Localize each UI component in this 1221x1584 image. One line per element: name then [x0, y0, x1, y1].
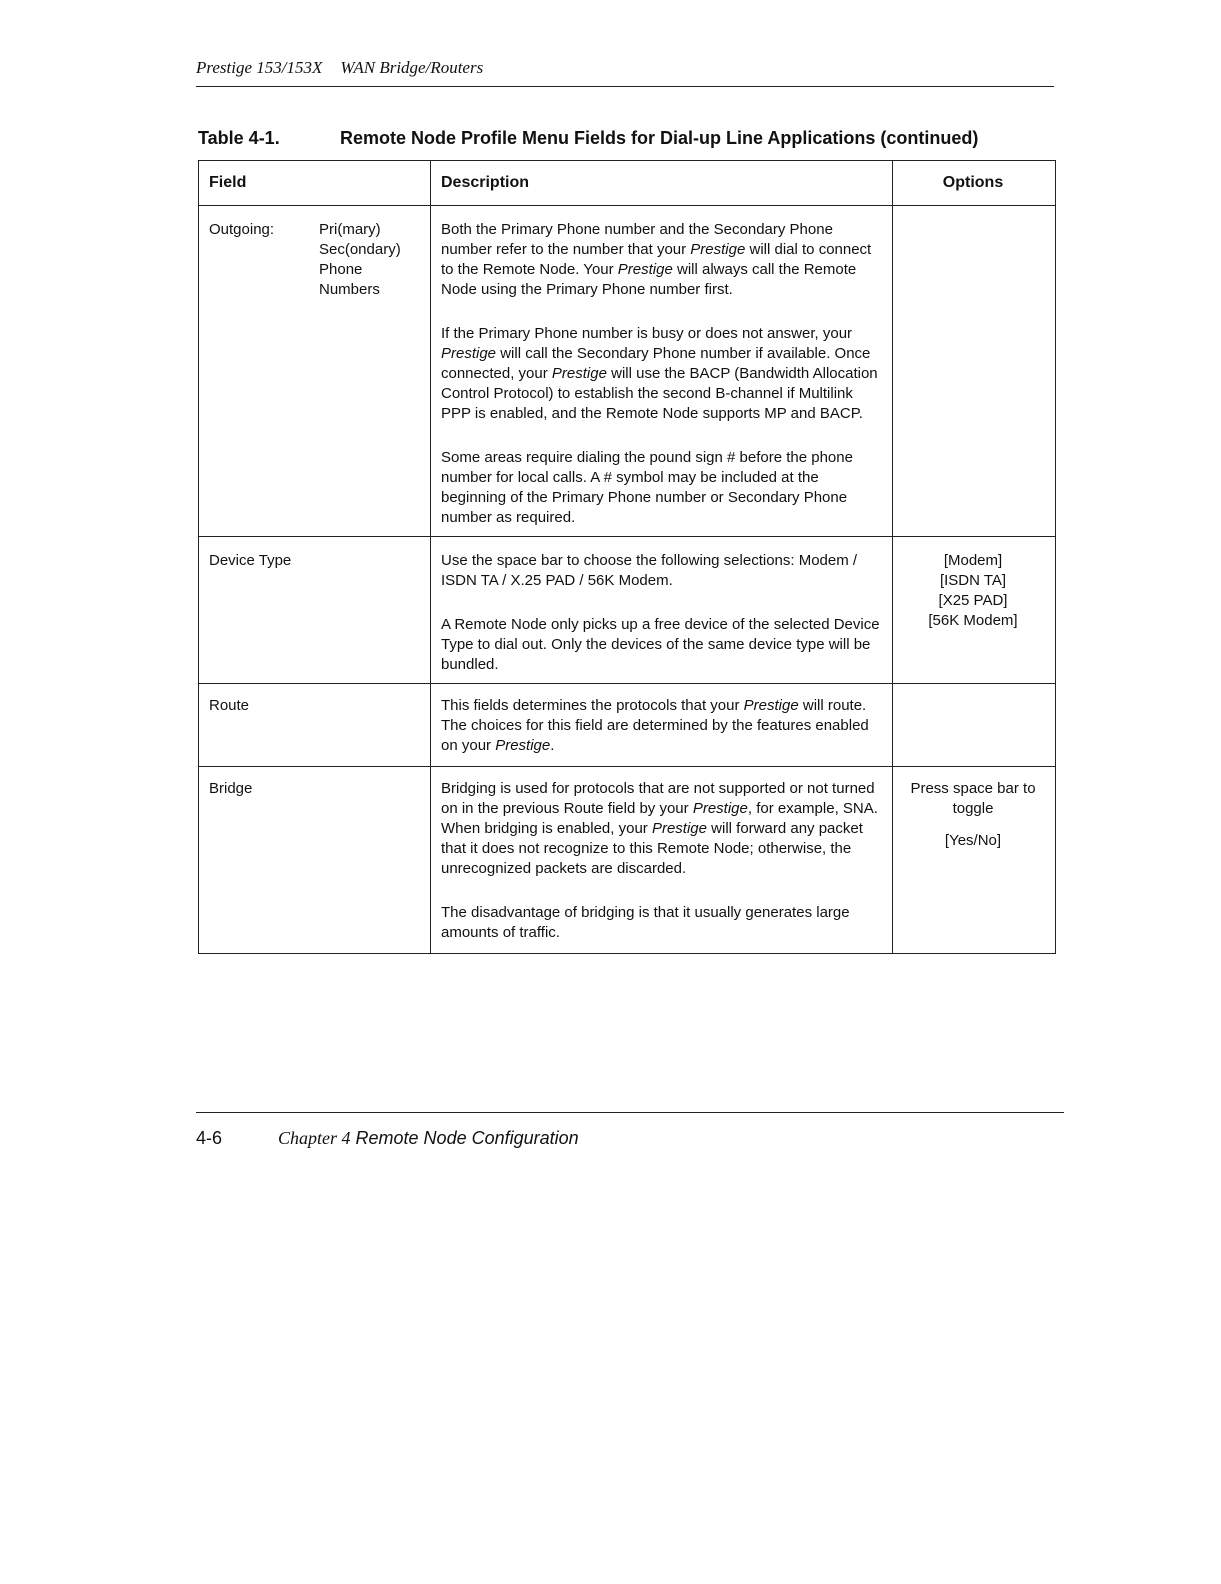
table-caption	[198, 128, 1058, 149]
field-cell	[199, 206, 431, 536]
field-sublabel: Sec(ondary)	[319, 241, 401, 258]
description-paragraph	[441, 220, 882, 300]
description-cell	[431, 684, 893, 766]
description-text: will call the Secondary Phone number if available. Once connected, your	[441, 345, 871, 382]
option-value: [Modem]	[943, 552, 1003, 569]
column-header-description: Description	[431, 161, 893, 205]
footer-rule	[196, 1112, 1064, 1113]
product-name: Prestige	[692, 800, 748, 817]
option-value: [ISDN TA]	[939, 572, 1007, 589]
page-number: 4-6	[196, 1128, 223, 1148]
description-text: This fields determines the protocols that your	[441, 697, 744, 714]
column-header-field: Field	[199, 161, 431, 205]
description-paragraph	[441, 696, 882, 756]
option-value: Press space bar to toggle	[910, 780, 1036, 817]
field-label: Bridge	[199, 767, 431, 953]
product-name: Prestige	[551, 365, 607, 382]
description-text: will route. The choices for this field are determined by the features enabled on your	[441, 697, 869, 754]
table-row	[199, 766, 1055, 953]
description-cell	[431, 537, 893, 683]
field-sublabel: Phone	[319, 261, 363, 278]
product-name: Prestige	[690, 241, 746, 258]
header-rule	[196, 86, 1054, 87]
description-text: .	[550, 737, 555, 754]
field-label: Device Type	[199, 537, 431, 683]
description-text: , for example, SNA. When bridging is enabled, your	[441, 800, 878, 837]
table-row	[199, 683, 1055, 766]
product-name: Prestige	[617, 261, 673, 278]
table-header-row	[199, 161, 1055, 205]
option-value: [X25 PAD]	[938, 592, 1008, 609]
description-cell	[431, 206, 893, 536]
option-value: [Yes/No]	[944, 832, 1002, 849]
description-text: If the Primary Phone number is busy or does not answer, your	[441, 325, 853, 342]
product-name: Prestige	[651, 820, 707, 837]
field-label: Outgoing:	[209, 221, 275, 238]
product-name: Prestige	[495, 737, 551, 754]
running-header	[196, 58, 1054, 78]
fields-table	[198, 160, 1056, 954]
description-text: will dial to connect to the Remote Node. Your	[441, 241, 872, 278]
description-paragraph	[441, 779, 882, 879]
description-paragraph	[441, 324, 882, 424]
table-number: Table 4-1.	[198, 128, 280, 148]
description-text: will forward any packet that it does not recognize to this Remote Node; otherwise, the unrecognized packets are discarded.	[441, 820, 863, 877]
options-cell	[893, 684, 1053, 766]
running-footer	[196, 1128, 579, 1149]
options-cell	[893, 206, 1053, 536]
table-row	[199, 536, 1055, 683]
description-text: Bridging is used for protocols that are not supported or not turned on in the previous Route field by your	[441, 780, 875, 817]
header-product: Prestige 153/153X	[196, 58, 323, 77]
options-cell	[893, 767, 1053, 953]
field-sublabel: Pri(mary)	[319, 221, 381, 238]
table-title: Remote Node Profile Menu Fields for Dial-up Line Applications (continued)	[340, 128, 979, 148]
description-paragraph: The disadvantage of bridging is that it usually generates large amounts of traffic.	[441, 904, 850, 941]
footer-chapter-title: Remote Node Configuration	[355, 1128, 579, 1148]
description-text: will always call the Remote Node using the Primary Phone number first.	[441, 261, 857, 298]
product-name: Prestige	[743, 697, 799, 714]
description-paragraph: Some areas require dialing the pound sign # before the phone number for local calls. A # symbol may be included at the beginning of the Primary Phone number or Secondary Phone number as required.	[441, 449, 853, 526]
options-cell	[893, 537, 1053, 683]
footer-chapter: Chapter 4	[278, 1128, 351, 1148]
description-paragraph: A Remote Node only picks up a free device of the selected Device Type to dial out. Only the devices of the same device type will be bundled.	[441, 616, 880, 673]
field-label: Route	[199, 684, 431, 766]
description-cell	[431, 767, 893, 953]
field-sublabel: Numbers	[319, 281, 380, 298]
product-name: Prestige	[441, 345, 497, 362]
description-paragraph: Use the space bar to choose the following selections: Modem / ISDN TA / X.25 PAD / 56K Modem.	[441, 552, 858, 589]
description-text: will use the BACP (Bandwidth Allocation Control Protocol) to establish the second B-channel if Multilink PPP is enabled, and the Remote Node supports MP and BACP.	[441, 365, 878, 422]
option-value: [56K Modem]	[928, 612, 1018, 629]
column-header-options: Options	[942, 174, 1004, 191]
table-row	[199, 205, 1055, 536]
header-subtitle: WAN Bridge/Routers	[340, 58, 484, 77]
description-text: Both the Primary Phone number and the Secondary Phone number refer to the number that your	[441, 221, 833, 258]
